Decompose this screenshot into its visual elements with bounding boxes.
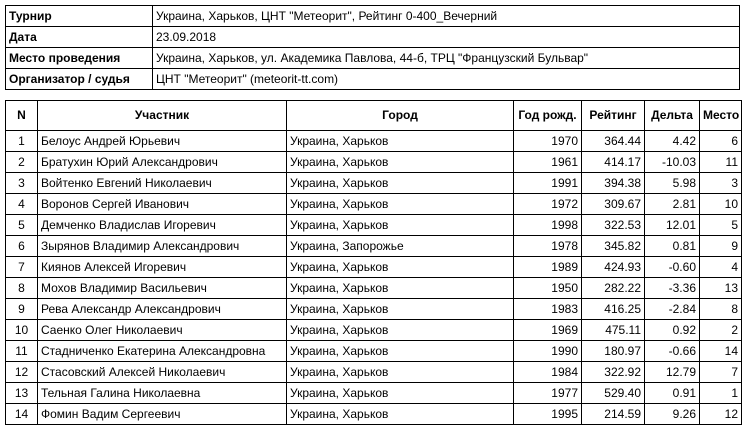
cell-participant: Белоус Андрей Юрьевич: [38, 131, 287, 152]
cell-delta: 0.91: [645, 383, 700, 404]
cell-n: 3: [6, 173, 38, 194]
cell-delta: 9.26: [645, 404, 700, 425]
cell-birth-year: 1950: [514, 278, 582, 299]
cell-birth-year: 1970: [514, 131, 582, 152]
table-row: [6, 215, 742, 236]
results-header-row: [6, 101, 742, 131]
cell-place: 9: [700, 236, 742, 257]
cell-place: 10: [700, 194, 742, 215]
cell-city: Украина, Харьков: [287, 278, 514, 299]
cell-city: Украина, Харьков: [287, 194, 514, 215]
cell-participant: Братухин Юрий Александрович: [38, 152, 287, 173]
info-label: Турнир: [6, 6, 153, 27]
cell-birth-year: 1989: [514, 257, 582, 278]
cell-rating: 282.22: [582, 278, 645, 299]
cell-place: 14: [700, 341, 742, 362]
cell-city: Украина, Харьков: [287, 173, 514, 194]
cell-participant: Стадниченко Екатерина Александровна: [38, 341, 287, 362]
cell-place: 8: [700, 299, 742, 320]
cell-birth-year: 1984: [514, 362, 582, 383]
table-row: [6, 341, 742, 362]
cell-place: 4: [700, 257, 742, 278]
cell-participant: Тельная Галина Николаевна: [38, 383, 287, 404]
cell-participant: Воронов Сергей Иванович: [38, 194, 287, 215]
cell-rating: 180.97: [582, 341, 645, 362]
cell-participant: Стасовский Алексей Николаевич: [38, 362, 287, 383]
cell-place: 3: [700, 173, 742, 194]
cell-n: 5: [6, 215, 38, 236]
info-value: 23.09.2018: [153, 27, 740, 48]
cell-rating: 414.17: [582, 152, 645, 173]
cell-n: 8: [6, 278, 38, 299]
cell-delta: 12.79: [645, 362, 700, 383]
info-value: ЦНТ "Метеорит" (meteorit-tt.com): [153, 69, 740, 90]
cell-delta: -2.84: [645, 299, 700, 320]
cell-place: 5: [700, 215, 742, 236]
cell-delta: 12.01: [645, 215, 700, 236]
results-table: [5, 100, 742, 425]
cell-city: Украина, Харьков: [287, 362, 514, 383]
cell-birth-year: 1990: [514, 341, 582, 362]
cell-place: 1: [700, 383, 742, 404]
cell-city: Украина, Харьков: [287, 215, 514, 236]
cell-delta: -0.66: [645, 341, 700, 362]
cell-city: Украина, Запорожье: [287, 236, 514, 257]
cell-place: 7: [700, 362, 742, 383]
table-row: [6, 152, 742, 173]
cell-city: Украина, Харьков: [287, 152, 514, 173]
cell-n: 2: [6, 152, 38, 173]
cell-place: 13: [700, 278, 742, 299]
cell-place: 12: [700, 404, 742, 425]
cell-n: 10: [6, 320, 38, 341]
table-row: [6, 173, 742, 194]
cell-city: Украина, Харьков: [287, 131, 514, 152]
table-row: [6, 299, 742, 320]
cell-birth-year: 1983: [514, 299, 582, 320]
table-row: [6, 404, 742, 425]
cell-birth-year: 1998: [514, 215, 582, 236]
info-value: Украина, Харьков, ул. Академика Павлова, 44-б, ТРЦ "Французский Бульвар": [153, 48, 740, 69]
cell-n: 12: [6, 362, 38, 383]
table-row: [6, 131, 742, 152]
cell-participant: Зырянов Владимир Александрович: [38, 236, 287, 257]
cell-delta: -10.03: [645, 152, 700, 173]
cell-rating: 475.11: [582, 320, 645, 341]
cell-delta: 2.81: [645, 194, 700, 215]
info-value: Украина, Харьков, ЦНТ "Метеорит", Рейтинг 0-400_Вечерний: [153, 6, 740, 27]
cell-n: 13: [6, 383, 38, 404]
cell-rating: 424.93: [582, 257, 645, 278]
cell-place: 11: [700, 152, 742, 173]
col-header-rating: Рейтинг: [582, 101, 645, 131]
col-header-place: Место: [700, 101, 742, 131]
table-row: [6, 194, 742, 215]
info-label: Организатор / судья: [6, 69, 153, 90]
table-row: [6, 320, 742, 341]
cell-rating: 345.82: [582, 236, 645, 257]
cell-rating: 214.59: [582, 404, 645, 425]
cell-participant: Саенко Олег Николаевич: [38, 320, 287, 341]
table-row: [6, 362, 742, 383]
cell-n: 4: [6, 194, 38, 215]
cell-city: Украина, Харьков: [287, 299, 514, 320]
cell-city: Украина, Харьков: [287, 320, 514, 341]
cell-city: Украина, Харьков: [287, 404, 514, 425]
table-row: [6, 236, 742, 257]
table-row: [6, 383, 742, 404]
cell-n: 11: [6, 341, 38, 362]
info-row-date: [6, 27, 740, 48]
info-label: Место проведения: [6, 48, 153, 69]
col-header-n: N: [6, 101, 38, 131]
cell-place: 6: [700, 131, 742, 152]
cell-n: 1: [6, 131, 38, 152]
cell-delta: -0.60: [645, 257, 700, 278]
cell-birth-year: 1978: [514, 236, 582, 257]
info-row-tournament: [6, 6, 740, 27]
table-row: [6, 257, 742, 278]
cell-rating: 322.53: [582, 215, 645, 236]
cell-birth-year: 1961: [514, 152, 582, 173]
cell-city: Украина, Харьков: [287, 383, 514, 404]
cell-participant: Мохов Владимир Васильевич: [38, 278, 287, 299]
cell-rating: 364.44: [582, 131, 645, 152]
cell-birth-year: 1991: [514, 173, 582, 194]
info-row-organizer: [6, 69, 740, 90]
info-row-venue: [6, 48, 740, 69]
cell-rating: 529.40: [582, 383, 645, 404]
col-header-participant: Участник: [38, 101, 287, 131]
cell-delta: 4.42: [645, 131, 700, 152]
cell-delta: 0.92: [645, 320, 700, 341]
cell-participant: Войтенко Евгений Николаевич: [38, 173, 287, 194]
cell-participant: Рева Александр Александрович: [38, 299, 287, 320]
cell-delta: -3.36: [645, 278, 700, 299]
cell-birth-year: 1969: [514, 320, 582, 341]
cell-birth-year: 1972: [514, 194, 582, 215]
cell-n: 9: [6, 299, 38, 320]
col-header-delta: Дельта: [645, 101, 700, 131]
cell-delta: 5.98: [645, 173, 700, 194]
cell-n: 6: [6, 236, 38, 257]
cell-place: 2: [700, 320, 742, 341]
cell-participant: Фомин Вадим Сергеевич: [38, 404, 287, 425]
cell-rating: 322.92: [582, 362, 645, 383]
cell-rating: 394.38: [582, 173, 645, 194]
table-row: [6, 278, 742, 299]
cell-participant: Демченко Владислав Игоревич: [38, 215, 287, 236]
cell-rating: 309.67: [582, 194, 645, 215]
cell-n: 14: [6, 404, 38, 425]
cell-delta: 0.81: [645, 236, 700, 257]
col-header-birth-year: Год рожд.: [514, 101, 582, 131]
cell-city: Украина, Харьков: [287, 257, 514, 278]
info-label: Дата: [6, 27, 153, 48]
tournament-info-table: [5, 5, 740, 90]
cell-rating: 416.25: [582, 299, 645, 320]
col-header-city: Город: [287, 101, 514, 131]
cell-birth-year: 1995: [514, 404, 582, 425]
cell-birth-year: 1977: [514, 383, 582, 404]
cell-n: 7: [6, 257, 38, 278]
results-body: [6, 131, 742, 425]
cell-participant: Киянов Алексей Игоревич: [38, 257, 287, 278]
cell-city: Украина, Харьков: [287, 341, 514, 362]
